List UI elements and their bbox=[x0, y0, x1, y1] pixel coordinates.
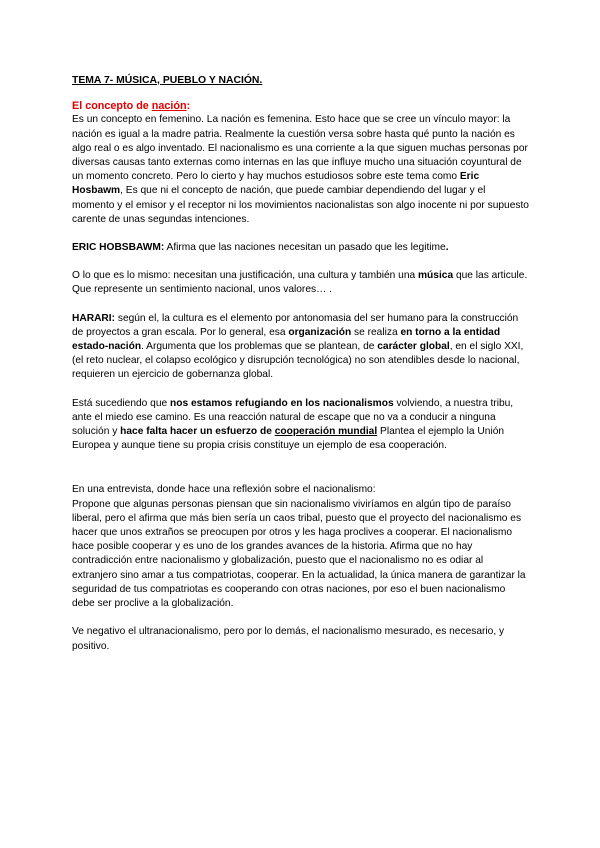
p4-text-f: . Argumenta que los problemas que se plantean, de bbox=[141, 341, 378, 353]
p5-bold-refugiando: nos estamos refugiando en los nacionalismos bbox=[170, 397, 394, 409]
p5-bold-esfuerzo: hace falta hacer un esfuerzo de bbox=[120, 426, 275, 438]
document-page bbox=[72, 74, 530, 668]
p4-bold-estado-nacion: en torno a la entidad estado-nación bbox=[72, 326, 501, 353]
p6-body: Propone que algunas personas piensan que sin nacionalismo viviríamos en algún tipo de paraíso liberal, pero el afirma que más bien sería un caos tribal, puesto que el proyecto del nacionalismo es hacer que unos extraños se preocupen por otros y les haga proclives a cooperar. El nacionalismo hace posible cooperar y es uno de los grandes avances de la historia. Afirma que no hay contradicción entre nacionalismo y globalización, puesto que el nacionalismo no es odiar al extranjero sino amar a tus compatriotas, cooperar. En la actualidad, la única manera de garantizar la seguridad de tus compatriotas es cooperando con otras naciones, por eso el buen nacionalismo debe ser proclive a la globalización. bbox=[72, 498, 526, 610]
paragraph-justificacion bbox=[72, 269, 530, 297]
p5-text-c: volviendo, a nuestra tribu, ante el miedo ese camino. Es una reacción natural de escape que no va a conducir a ninguna solución y bbox=[72, 397, 514, 438]
p3-text-c: que las articule. Que represente un sentimiento nacional, unos valores… . bbox=[72, 270, 528, 296]
p6-intro: En una entrevista, donde hace una reflexión sobre el nacionalismo: bbox=[72, 484, 376, 496]
p1-text-a: Es un concepto en femenino. La nación es femenina. Esto hace que se cree un vínculo mayor: la nación es igual a la madre patria. Realmente la cuestión versa sobre hasta qué punto la nación es algo real o es algo inventado. El nacionalismo es una corriente a la que siguen muchas personas por diversas causas tanto externas como internas en las que influye mucho una situación coyuntural de un momento concreto. Pero lo cierto y hay muchos estudiosos sobre este tema como bbox=[72, 114, 528, 183]
p4-text-b: según el, la cultura es el elemento por antonomasia del ser humano para la construcción de proyectos a gran escala. Por lo general, esa bbox=[72, 312, 519, 338]
section-heading-prefix: El concepto de bbox=[72, 100, 152, 113]
section-heading-keyword: nación bbox=[151, 100, 187, 113]
p1-text-c: , Es que ni el concepto de nación, que puede cambiar dependiendo del lugar y el momento y el emisor y el receptor ni los movimientos nacionalistas son algo inocente ni por supuesto carente de unas segundas intenciones. bbox=[72, 185, 529, 225]
section-heading bbox=[72, 99, 530, 113]
p3-text-a: O lo que es lo mismo: necesitan una justificación, una cultura y también una bbox=[72, 270, 418, 282]
p2-period: . bbox=[445, 242, 449, 254]
p5-text-f: Plantea el ejemplo la Unión Europea y aunque tiene su propia crisis constituye un ejemplo de esa cooperación. bbox=[72, 426, 505, 452]
p2-text: Afirma que las naciones necesitan un pasado que les legitime bbox=[164, 242, 446, 254]
p1-bold-hosbawm: Eric Hosbawm bbox=[72, 171, 480, 197]
p4-label-harari: HARARI: bbox=[72, 312, 116, 324]
p5-text-a: Está sucediendo que bbox=[72, 397, 170, 409]
p4-text-d: se realiza bbox=[351, 326, 401, 338]
paragraph-hobsbawm bbox=[72, 241, 530, 255]
p4-text-h: , en el siglo XXI, (el reto nuclear, el colapso ecológico y disrupción tecnológica) no son atendibles desde lo nacional, requieren un ejercicio de gobernanza global. bbox=[72, 341, 524, 381]
p4-bold-caracter-global: carácter global bbox=[377, 341, 450, 353]
paragraph-entrevista bbox=[72, 483, 530, 611]
p2-label-hobsbawm: ERIC HOBSBAWM: bbox=[72, 242, 165, 254]
p4-bold-organizacion: organización bbox=[288, 326, 352, 338]
p5-bold-cooperacion-mundial: cooperación mundial bbox=[274, 426, 378, 438]
section-heading-suffix: : bbox=[186, 100, 191, 113]
paragraph-conclusion: Ve negativo el ultranacionalismo, pero por lo demás, el nacionalismo mesurado, es necesario, y positivo. bbox=[72, 626, 505, 652]
paragraph-concepto-nacion bbox=[72, 113, 530, 227]
paragraph-refugio-nacionalismos bbox=[72, 397, 530, 454]
paragraph-harari bbox=[72, 312, 530, 383]
page-title: TEMA 7- MÚSICA, PUEBLO Y NACIÓN. bbox=[72, 75, 263, 86]
p3-bold-musica: música bbox=[418, 270, 454, 282]
